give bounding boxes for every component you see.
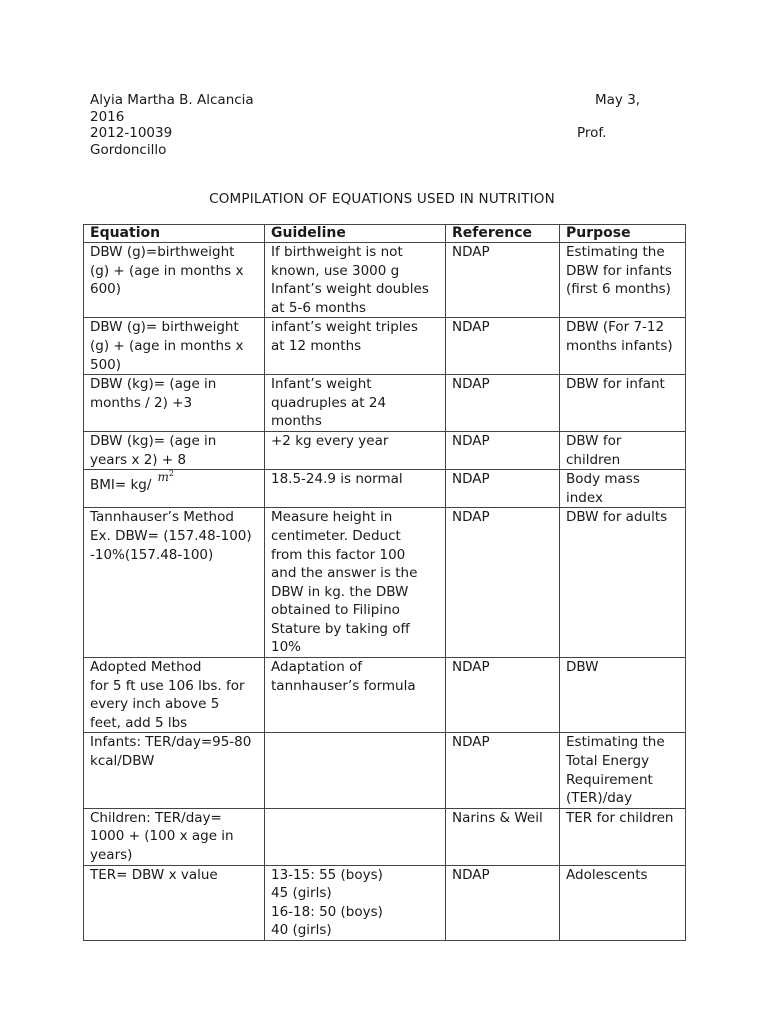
reference-cell — [446, 733, 560, 808]
prof-name: Gordoncillo — [90, 142, 167, 158]
reference-line: Narins & Weil — [452, 809, 543, 826]
reference-line: NDAP — [452, 432, 490, 449]
equation-cell — [84, 865, 265, 940]
guideline-line: If birthweight is not — [271, 244, 403, 260]
equation-cell — [84, 808, 265, 865]
guideline-line: months — [271, 413, 322, 430]
purpose-line: children — [566, 451, 621, 468]
guideline-line: Infant’s weight — [271, 376, 372, 393]
equation-line: (g) + (age in months x — [90, 262, 244, 279]
equation-line: (g) + (age in months x — [90, 337, 244, 354]
guideline-cell — [265, 243, 446, 318]
guideline-line: centimeter. Deduct — [271, 527, 401, 544]
equation-line: Adopted Method — [90, 659, 202, 676]
equation-line: Ex. DBW= (157.48-100) — [90, 527, 252, 544]
date-year: 2016 — [90, 109, 125, 125]
purpose-line: Adolescents — [566, 866, 648, 883]
guideline-cell — [265, 733, 446, 808]
table-row — [84, 508, 686, 658]
equation-cell — [84, 508, 265, 658]
equation-line: 600) — [90, 281, 122, 298]
reference-cell — [446, 375, 560, 432]
purpose-line: DBW for infant — [566, 376, 665, 393]
table-row — [84, 733, 686, 808]
equation-unit: $m^2$ — [157, 469, 174, 485]
equation-line: DBW (g)=birthweight — [90, 244, 235, 260]
purpose-cell — [560, 375, 686, 432]
purpose-line: months infants) — [566, 337, 673, 354]
reference-line: NDAP — [452, 509, 490, 526]
purpose-cell — [560, 318, 686, 375]
guideline-line: 40 (girls) — [271, 922, 332, 939]
reference-line: NDAP — [452, 319, 490, 336]
purpose-line: DBW for adults — [566, 509, 668, 526]
purpose-cell — [560, 808, 686, 865]
guideline-line: Infant’s weight doubles — [271, 281, 429, 298]
purpose-cell — [560, 470, 686, 508]
reference-line: NDAP — [452, 866, 490, 883]
guideline-line: 16-18: 50 (boys) — [271, 903, 383, 920]
purpose-line: DBW — [566, 659, 599, 676]
header-reference: Reference — [446, 225, 560, 243]
purpose-cell — [560, 733, 686, 808]
guideline-cell — [265, 431, 446, 469]
purpose-line: Body mass — [566, 471, 640, 488]
guideline-line: and the answer is the — [271, 565, 418, 582]
equation-line: DBW (kg)= (age in — [90, 376, 217, 393]
guideline-line: at 5-6 months — [271, 299, 367, 316]
guideline-line: 45 (girls) — [271, 885, 332, 902]
header-equation: Equation — [84, 225, 265, 243]
table-row — [84, 865, 686, 940]
equation-line: for 5 ft use 106 lbs. for — [90, 677, 245, 694]
guideline-cell — [265, 658, 446, 733]
reference-cell — [446, 808, 560, 865]
guideline-line: known, use 3000 g — [271, 262, 400, 279]
equation-text: BMI= kg/ — [90, 477, 152, 494]
table-row — [84, 658, 686, 733]
guideline-cell — [265, 508, 446, 658]
equation-line: Infants: TER/day=95-80 — [90, 734, 252, 751]
purpose-line: index — [566, 489, 603, 506]
guideline-line: 10% — [271, 639, 302, 656]
guideline-cell — [265, 865, 446, 940]
guideline-line: obtained to Filipino — [271, 602, 400, 619]
purpose-line: (first 6 months) — [566, 281, 671, 298]
equation-line: DBW (kg)= (age in — [90, 432, 217, 449]
purpose-cell — [560, 865, 686, 940]
table-body — [84, 243, 686, 941]
reference-cell — [446, 318, 560, 375]
guideline-line: from this factor 100 — [271, 546, 406, 563]
reference-line: NDAP — [452, 471, 490, 488]
prof-title: Prof. — [577, 125, 607, 141]
equation-line: Tannhauser’s Method — [90, 509, 234, 526]
purpose-cell — [560, 431, 686, 469]
reference-line: NDAP — [452, 244, 490, 260]
equation-line: years x 2) + 8 — [90, 451, 187, 468]
author-name: Alyia Martha B. Alcancia — [90, 92, 254, 108]
guideline-line: 18.5-24.9 is normal — [271, 471, 403, 488]
guideline-line: DBW in kg. the DBW — [271, 583, 409, 600]
header-guideline: Guideline — [265, 225, 446, 243]
table-row — [84, 470, 686, 508]
equation-line: DBW (g)= birthweight — [90, 319, 239, 336]
table-row — [84, 375, 686, 432]
equation-line: feet, add 5 lbs — [90, 714, 188, 731]
equation-cell — [84, 733, 265, 808]
student-id: 2012-10039 — [90, 125, 173, 141]
table-row — [84, 808, 686, 865]
equation-line: -10%(157.48-100) — [90, 546, 214, 563]
reference-cell — [446, 658, 560, 733]
date-month-day: May 3, — [595, 92, 641, 108]
reference-cell — [446, 865, 560, 940]
guideline-line: Adaptation of — [271, 659, 363, 676]
purpose-line: Total Energy — [566, 753, 650, 770]
reference-cell — [446, 243, 560, 318]
guideline-line: at 12 months — [271, 337, 362, 354]
table-row — [84, 318, 686, 375]
guideline-line: quadruples at 24 — [271, 394, 387, 411]
equation-cell — [84, 658, 265, 733]
equation-line: kcal/DBW — [90, 753, 155, 770]
reference-line: NDAP — [452, 734, 490, 751]
purpose-line: TER for children — [566, 809, 674, 826]
header-purpose: Purpose — [560, 225, 686, 243]
equation-cell — [84, 470, 265, 508]
purpose-line: DBW for — [566, 432, 622, 449]
guideline-line: tannhauser’s formula — [271, 677, 416, 694]
table-row — [84, 431, 686, 469]
equation-line: Children: TER/day= — [90, 809, 222, 826]
guideline-cell — [265, 375, 446, 432]
purpose-line: DBW for infants — [566, 262, 672, 279]
purpose-line: Estimating the — [566, 244, 665, 260]
equation-line: years) — [90, 847, 133, 863]
reference-cell — [446, 470, 560, 508]
equation-line: 500) — [90, 356, 122, 373]
guideline-line: 13-15: 55 (boys) — [271, 866, 383, 883]
equation-line: 1000 + (100 x age in — [90, 828, 234, 845]
reference-cell — [446, 431, 560, 469]
guideline-cell — [265, 470, 446, 508]
purpose-cell — [560, 508, 686, 658]
table-row — [84, 243, 686, 318]
guideline-cell — [265, 318, 446, 375]
equation-exponent: 2 — [168, 469, 174, 479]
equation-cell — [84, 318, 265, 375]
reference-line: NDAP — [452, 659, 490, 676]
purpose-line: Requirement — [566, 771, 653, 788]
guideline-line: Stature by taking off — [271, 620, 410, 637]
equation-line: months / 2) +3 — [90, 394, 193, 411]
reference-cell — [446, 508, 560, 658]
equation-cell — [84, 243, 265, 318]
equation-cell — [84, 431, 265, 469]
purpose-cell — [560, 243, 686, 318]
purpose-line: DBW (For 7-12 — [566, 319, 665, 336]
guideline-line: +2 kg every year — [271, 432, 389, 449]
equation-cell — [84, 375, 265, 432]
reference-line: NDAP — [452, 376, 490, 393]
equation-line: TER= DBW x value — [90, 866, 218, 883]
guideline-line: infant’s weight triples — [271, 319, 418, 336]
purpose-line: Estimating the — [566, 734, 665, 751]
table-header-row — [84, 225, 686, 243]
equations-table — [83, 224, 686, 941]
equation-line: every inch above 5 — [90, 696, 220, 713]
guideline-line: Measure height in — [271, 509, 393, 526]
guideline-cell — [265, 808, 446, 865]
purpose-line: (TER)/day — [566, 790, 633, 807]
document-title: COMPILATION OF EQUATIONS USED IN NUTRITION — [209, 191, 555, 207]
purpose-cell — [560, 658, 686, 733]
